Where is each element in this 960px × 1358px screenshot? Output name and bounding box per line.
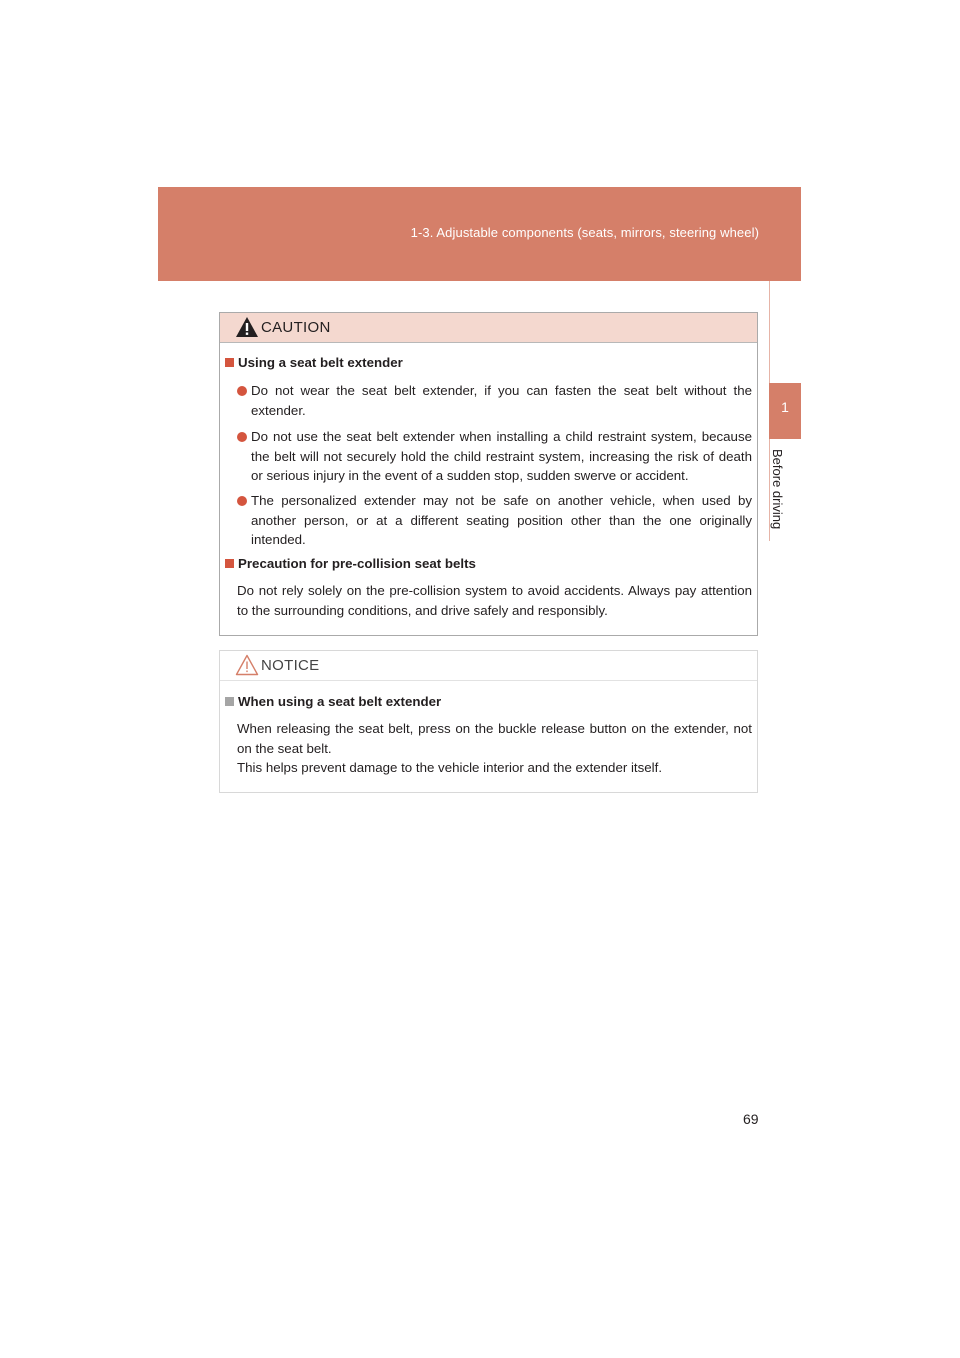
notice-label: NOTICE [261,657,320,674]
caution-bullet: Do not use the seat belt extender when installing a child restraint system, because the belt will not securely hold the child restraint system, increasing the risk of death or serious injury in the event of a sudden stop, sudden swerve or accident. [237,427,752,486]
chapter-tab [769,383,801,439]
bullet-dot-icon [237,496,247,506]
notice-header [220,651,757,681]
warning-triangle-outline-icon [235,654,259,676]
notice-line: When releasing the seat belt, press on the buckle release button on the extender, not on the seat belt. [237,721,752,756]
heading-square-icon [225,697,234,706]
warning-triangle-icon [235,316,259,338]
caution-bullet: Do not wear the seat belt extender, if you can fasten the seat belt without the extender. [237,381,752,420]
caution-header [220,313,757,343]
chapter-label: Before driving [770,449,785,530]
bullet-dot-icon [237,432,247,442]
notice-line: This helps prevent damage to the vehicle interior and the extender itself. [237,760,663,775]
notice-paragraph [237,719,752,778]
caution-paragraph: Do not rely solely on the pre-collision system to avoid accidents. Always pay attention to the surrounding conditions, and drive safely and responsibly. [237,583,752,618]
section-header-band [158,187,801,281]
caution-box [219,312,758,636]
section-title: 1-3. Adjustable components (seats, mirrors, steering wheel) [410,225,759,240]
notice-box [219,650,758,793]
bullet-dot-icon [237,386,247,396]
heading-square-icon [225,358,234,367]
notice-heading: When using a seat belt extender [225,694,441,709]
page-number: 69 [743,1111,759,1127]
caution-heading-extender: Using a seat belt extender [225,355,403,370]
chapter-number: 1 [781,399,789,415]
heading-square-icon [225,559,234,568]
caution-heading-pre-collision: Precaution for pre-collision seat belts [225,556,476,571]
caution-bullet: The personalized extender may not be safe on another vehicle, when used by another person, or at a different seating position other than the one originally intended. [237,491,752,550]
caution-label: CAUTION [261,319,331,336]
